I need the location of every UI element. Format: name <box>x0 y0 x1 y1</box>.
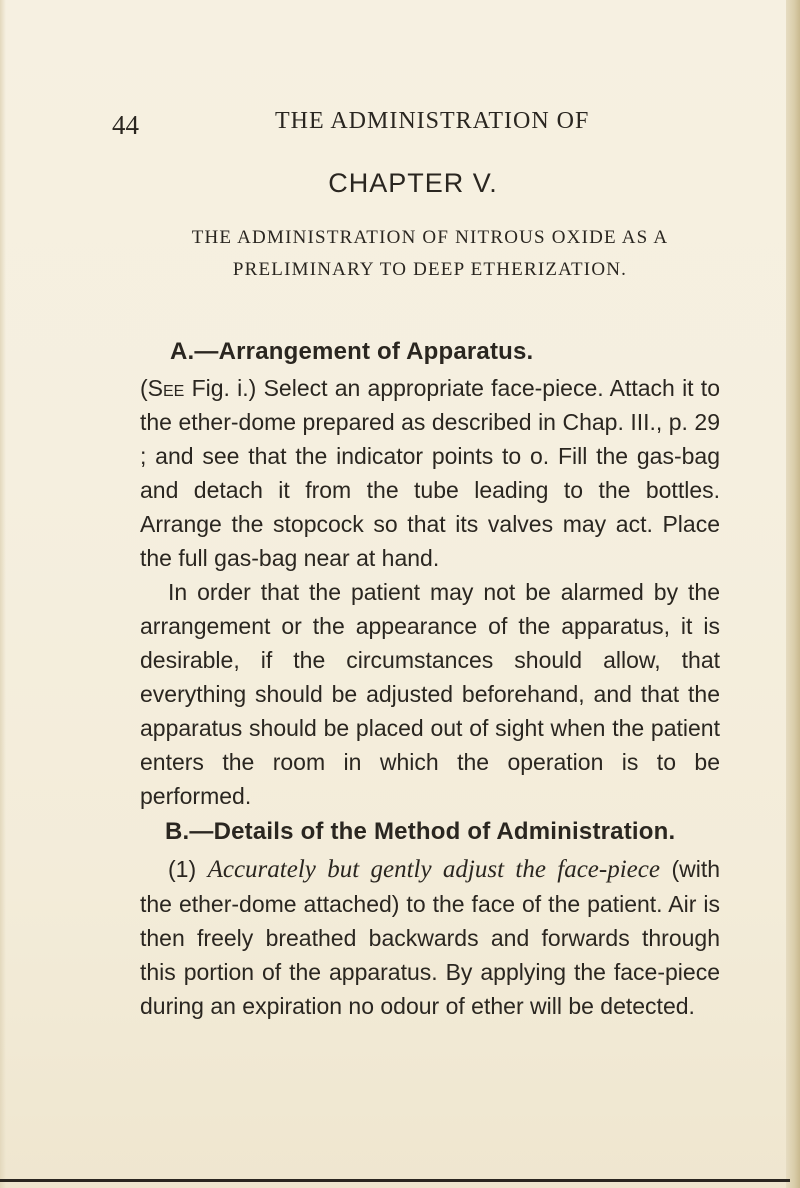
section-b-body <box>140 852 720 1023</box>
running-title: THE ADMINISTRATION OF <box>275 108 590 134</box>
page-edge-right <box>786 0 800 1188</box>
section-b-paragraph-1 <box>140 852 720 1023</box>
paren-open: ( <box>140 375 148 401</box>
section-a-body <box>140 371 720 813</box>
section-a-paragraph-1 <box>140 371 720 575</box>
page-number: 44 <box>112 110 139 140</box>
paragraph-text: (with the ether-dome attached) to the face of the patient. Air is then freely breathed backwards and forwards through this portion of the apparatus. By applying the face-piece during an expiration no odour of ether will be detected. <box>140 856 721 1019</box>
section-heading-b: B.—Details of the Method of Administration. <box>165 818 676 845</box>
italic-instruction: Accurately but gently adjust the face-piece <box>207 856 660 883</box>
see-small-caps: See <box>147 375 185 401</box>
paragraph-text: Fig. i.) Select an appropriate face-piece. Attach it to the ether-dome prepared as described in Chap. III., p. 29 ; and see that the indicator points to o. Fill the gas-bag and detach it from the tube leading to the bottles. Arrange the stopcock so that its valves may act. Place the full gas-bag near at hand. <box>140 375 720 571</box>
chapter-title: CHAPTER V. <box>328 168 498 198</box>
running-head <box>0 108 786 138</box>
item-number: (1) <box>168 856 208 882</box>
section-heading-a: A.—Arrangement of Apparatus. <box>170 338 534 365</box>
chapter-subtitle: THE ADMINISTRATION OF NITROUS OXIDE AS A PRELIMINARY TO DEEP ETHERIZATION. <box>191 227 669 280</box>
bottom-rule <box>0 1179 790 1182</box>
section-a-paragraph-2: In order that the patient may not be alarmed by the arrangement or the appearance of the apparatus, it is desirable, if the circumstances should allow, that everything should be adjusted beforehand, and that the apparatus should be placed out of sight when the patient enters the room in which the operation is to be performed. <box>140 579 720 809</box>
